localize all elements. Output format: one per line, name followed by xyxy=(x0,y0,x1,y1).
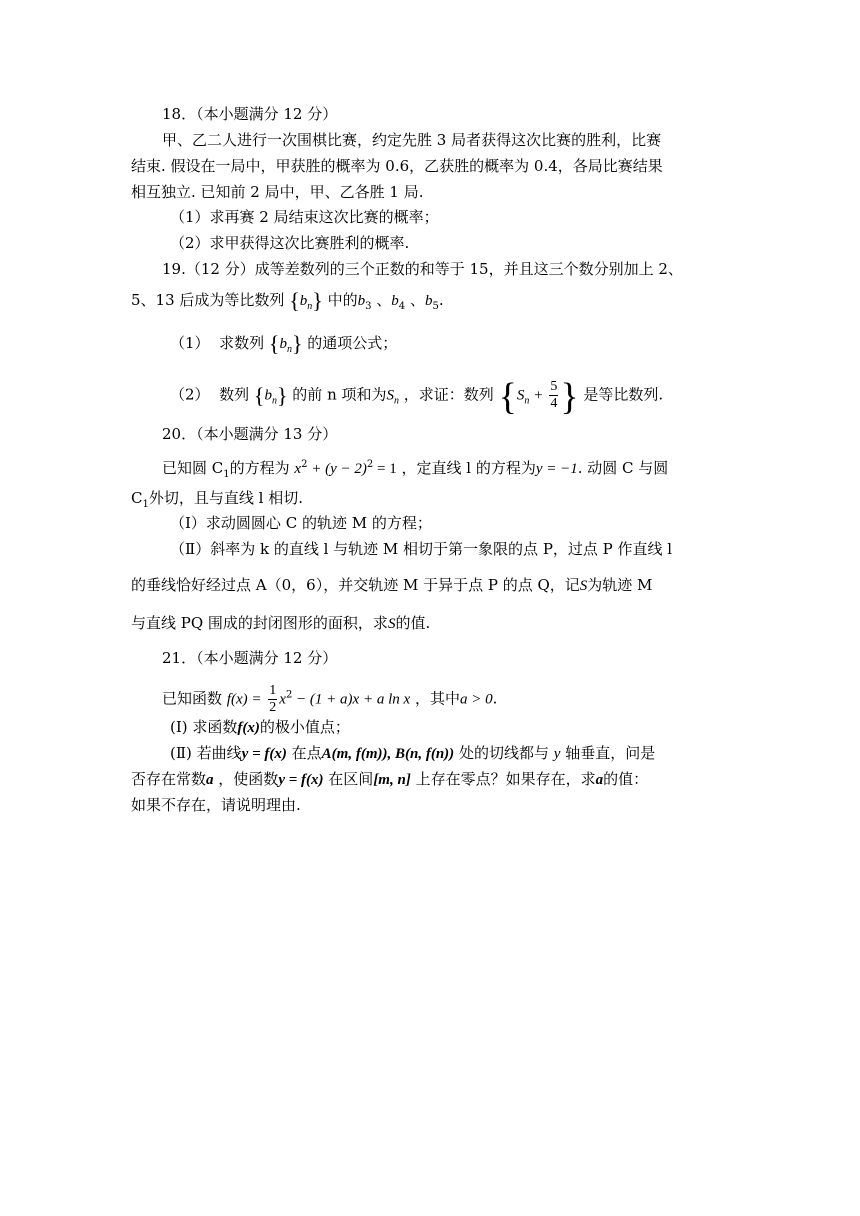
q21-part1: (Ⅰ) 求函数f(x)的极小值点； xyxy=(170,718,350,736)
q21-part2-line1: (Ⅱ) 若曲线y = f(x) 在点A(m, f(m)), B(n, f(n)) 处的切线都与 y 轴垂直，问是 xyxy=(170,744,656,762)
q20-text-line1: 已知圆 $C_1$的方程为 $x^2 + (y - 2)^2 = 1$ ，定直线 l 的方程为y = −1. 动圆 C 与圆 xyxy=(162,459,669,480)
q21-part2-line2: 否存在常数a ，使函数y = f(x) 在区间[m, n] 上存在零点？如果存在，求a的值： xyxy=(131,770,649,788)
q20-part2-line1: （Ⅱ）斜率为 k 的直线 l 与轨迹 M 相切于第一象限的点 P，过点 P 作直线 l xyxy=(170,540,673,558)
q21-title: 21．（本小题满分 12 分） xyxy=(162,649,338,667)
q20-title: 20．（本小题满分 13 分） xyxy=(162,425,338,443)
q18-text-line1: 甲、乙二人进行一次围棋比赛，约定先胜 3 局者获得这次比赛的胜利，比赛 xyxy=(162,131,662,149)
q18-text-line2: 结束. 假设在一局中，甲获胜的概率为 0.6，乙获胜的概率为 0.4，各局比赛结果 xyxy=(131,157,663,175)
q19-part1: （1） 求数列 $\{b_n\}$ 的通项公式； xyxy=(170,331,398,356)
q19-fraction: $\frac{5}{4}$ xyxy=(550,379,558,411)
q19-text-line2: 5、13 后成为等比数列 $\{b_n\}$ 中的$b_3$ 、$b_4$ 、$b_5$. xyxy=(131,288,444,313)
q19-text-line1: 19.（12 分）成等差数列的三个正数的和等于 15，并且这三个数分别加上 2、 xyxy=(162,260,683,278)
q20-part2-line3: 与直线 PQ 围成的封闭图形的面积，求S的值. xyxy=(131,614,431,632)
q21-fraction: $\frac{1}{2}$ xyxy=(269,683,277,715)
q18-part1: （1）求再赛 2 局结束这次比赛的概率； xyxy=(170,208,439,226)
q18-text-line3: 相互独立. 已知前 2 局中，甲、乙各胜 1 局. xyxy=(131,183,424,201)
q21-part2-line3: 如果不存在，请说明理由. xyxy=(131,796,301,814)
q20-part2-line2: 的垂线恰好经过点 A（0，6），并交轨迹 M 于异于点 P 的点 Q，记S为轨迹 M xyxy=(131,576,653,594)
q20-text-line2: $C_1$外切，且与直线 l 相切. xyxy=(131,489,303,510)
q18-part2: （2）求甲获得这次比赛胜利的概率. xyxy=(170,234,410,252)
q18-title: 18．（本小题满分 12 分） xyxy=(162,105,338,123)
q21-text-line1: 已知函数 f(x) = $\frac{1}{2}$ $x^2 - (1 + a)x + a$ ln x ，其中a > 0. xyxy=(162,683,498,715)
q20-part1: （Ⅰ）求动圆圆心 C 的轨迹 M 的方程； xyxy=(170,514,432,532)
q19-part2: （2） 数列 $\{b_n\}$ 的前 n 项和为$S_n$ ，求证：数列 {$S_n$ + $\frac{5}{4}$ } 是等比数列. xyxy=(170,375,664,418)
